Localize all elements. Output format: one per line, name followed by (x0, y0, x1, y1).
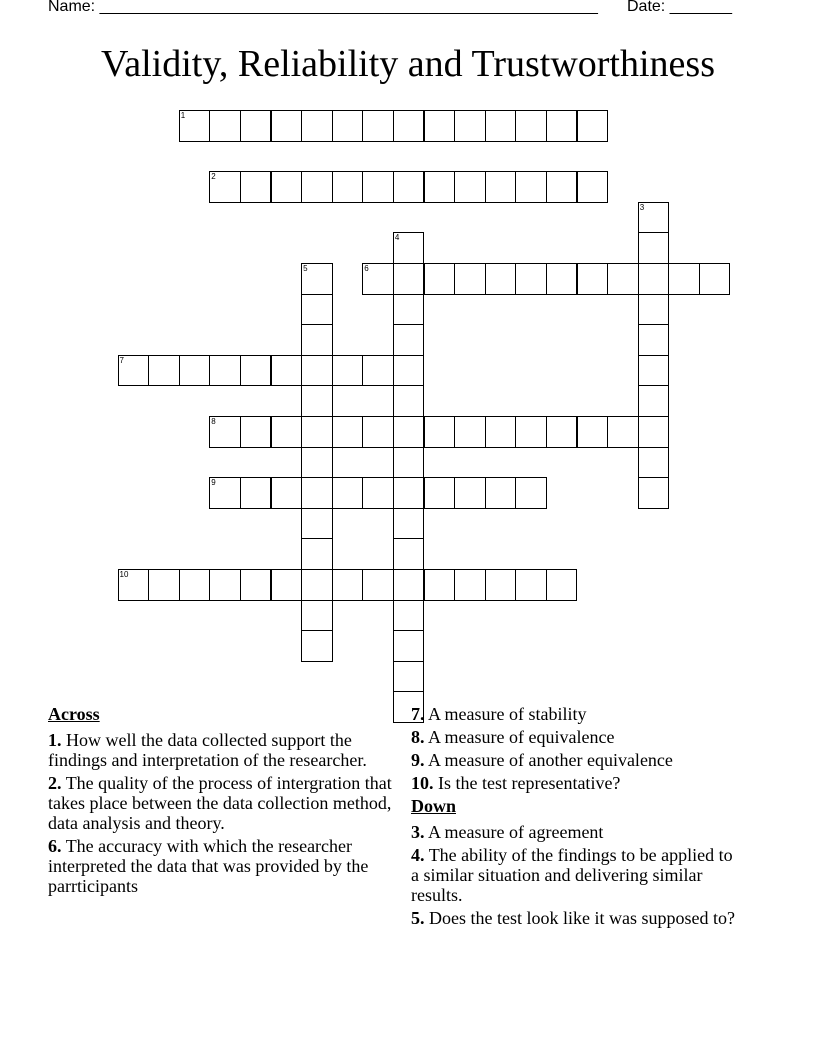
clue-text: The ability of the findings to be applied to a similar situation and delivering similar results. (411, 845, 733, 905)
grid-cell[interactable] (485, 263, 517, 295)
clue-number-label: 8 (211, 417, 216, 426)
clue-number-label: 9 (211, 478, 216, 488)
clue-number: 1. (48, 730, 62, 750)
grid-cell[interactable] (209, 171, 241, 203)
across-clue (48, 773, 400, 833)
grid-cell[interactable] (301, 385, 333, 417)
clue-number-label: 10 (119, 570, 129, 579)
grid-cell[interactable] (638, 263, 670, 295)
grid-cell[interactable] (454, 171, 486, 203)
grid-cell[interactable] (638, 202, 670, 234)
grid-cell[interactable] (546, 569, 578, 601)
grid-cell[interactable] (393, 110, 425, 142)
clue-number: 8. (411, 727, 425, 747)
grid-cell[interactable] (515, 263, 547, 295)
grid-cell[interactable] (515, 110, 547, 142)
grid-cell[interactable] (393, 477, 425, 509)
grid-cell[interactable] (515, 416, 547, 448)
across-clue (48, 730, 400, 770)
grid-cell[interactable] (240, 171, 272, 203)
grid-cell[interactable] (301, 477, 333, 509)
clue-text: Is the test representative? (438, 773, 621, 793)
grid-cell[interactable] (301, 538, 333, 570)
grid-cell[interactable] (271, 416, 303, 448)
clue-number: 9. (411, 750, 425, 770)
across-clue (411, 750, 741, 770)
down-clue (411, 845, 741, 905)
grid-cell[interactable] (332, 110, 364, 142)
grid-cell[interactable] (485, 416, 517, 448)
grid-cell[interactable] (301, 110, 333, 142)
across-clue (411, 704, 741, 724)
grid-cell[interactable] (301, 294, 333, 326)
clue-number: 4. (411, 845, 425, 865)
clue-number: 6. (48, 836, 62, 856)
grid-cell[interactable] (638, 232, 670, 264)
clue-number-label: 6 (364, 264, 369, 273)
grid-cell[interactable] (271, 171, 303, 203)
clue-text: A measure of agreement (428, 822, 604, 842)
grid-cell[interactable] (577, 110, 609, 142)
page-title: Validity, Reliability and Trustworthiness (101, 43, 715, 85)
grid-cell[interactable] (393, 263, 425, 295)
clue-number: 7. (411, 704, 425, 724)
across-heading: Across (48, 704, 100, 724)
down-clue (411, 822, 741, 842)
grid-cell[interactable] (332, 569, 364, 601)
grid-cell[interactable] (485, 110, 517, 142)
grid-cell[interactable] (301, 630, 333, 662)
grid-cell[interactable] (301, 508, 333, 540)
clue-number: 3. (411, 822, 425, 842)
grid-cell[interactable] (301, 447, 333, 479)
grid-cell[interactable] (393, 538, 425, 570)
grid-cell[interactable] (332, 171, 364, 203)
clue-text: A measure of stability (428, 704, 587, 724)
grid-cell[interactable] (393, 508, 425, 540)
grid-cell[interactable] (332, 416, 364, 448)
grid-cell[interactable] (424, 569, 456, 601)
grid-cell[interactable] (393, 385, 425, 417)
clue-number-label: 5 (303, 264, 308, 273)
grid-cell[interactable] (638, 294, 670, 326)
grid-cell[interactable] (271, 569, 303, 601)
grid-cell[interactable] (362, 110, 394, 142)
grid-cell[interactable] (332, 355, 364, 387)
grid-cell[interactable] (424, 110, 456, 142)
grid-cell[interactable] (546, 110, 578, 142)
grid-cell[interactable] (179, 569, 211, 601)
grid-cell[interactable] (393, 294, 425, 326)
grid-cell[interactable] (271, 110, 303, 142)
clue-number-label: 7 (119, 355, 124, 365)
grid-cell[interactable] (240, 355, 272, 387)
grid-cell[interactable] (638, 416, 670, 448)
grid-cell[interactable] (485, 477, 517, 509)
grid-cell[interactable] (393, 600, 425, 632)
clue-number-label: 1 (180, 111, 186, 120)
grid-cell[interactable] (240, 416, 272, 448)
grid-cell[interactable] (424, 263, 456, 295)
grid-cell[interactable] (668, 263, 700, 295)
grid-cell[interactable] (301, 263, 333, 295)
grid-cell[interactable] (301, 324, 333, 356)
grid-cell[interactable] (240, 569, 272, 601)
down-clue (411, 908, 741, 928)
grid-cell[interactable] (607, 416, 639, 448)
grid-cell[interactable] (118, 569, 150, 601)
grid-cell[interactable] (393, 416, 425, 448)
clue-number-label: 3 (639, 202, 645, 212)
grid-cell[interactable] (454, 416, 486, 448)
grid-cell[interactable] (546, 416, 578, 448)
grid-cell[interactable] (515, 477, 547, 509)
grid-cell[interactable] (699, 263, 731, 295)
grid-cell[interactable] (638, 447, 670, 479)
grid-cell[interactable] (209, 477, 241, 509)
clue-number-label: 4 (394, 233, 400, 243)
grid-cell[interactable] (362, 477, 394, 509)
down-heading: Down (411, 796, 457, 816)
grid-cell[interactable] (454, 263, 486, 295)
grid-cell[interactable] (209, 416, 241, 448)
clue-number: 5. (411, 908, 425, 928)
clue-text: Does the test look like it was supposed to? (429, 908, 735, 928)
grid-cell[interactable] (393, 630, 425, 662)
clue-text: The quality of the process of intergration that takes place between the data collection method, data analysis and theory. (48, 773, 392, 833)
grid-cell[interactable] (393, 324, 425, 356)
grid-cell[interactable] (209, 569, 241, 601)
grid-cell[interactable] (301, 569, 333, 601)
grid-cell[interactable] (577, 263, 609, 295)
grid-cell[interactable] (301, 171, 333, 203)
grid-cell[interactable] (515, 171, 547, 203)
grid-cell[interactable] (577, 416, 609, 448)
grid-cell[interactable] (362, 263, 394, 295)
grid-cell[interactable] (240, 110, 272, 142)
grid-cell[interactable] (638, 477, 670, 509)
grid-cell[interactable] (577, 171, 609, 203)
grid-cell[interactable] (515, 569, 547, 601)
grid-cell[interactable] (362, 355, 394, 387)
clue-number: 10. (411, 773, 434, 793)
grid-cell[interactable] (454, 110, 486, 142)
grid-cell[interactable] (393, 171, 425, 203)
grid-cell[interactable] (393, 447, 425, 479)
clue-text: The accuracy with which the researcher interpreted the data that was provided by the parrticipants (48, 836, 369, 896)
grid-cell[interactable] (301, 355, 333, 387)
grid-cell[interactable] (240, 477, 272, 509)
clue-text: How well the data collected support the findings and interpretation of the researcher. (48, 730, 367, 770)
grid-cell[interactable] (362, 416, 394, 448)
grid-cell[interactable] (485, 569, 517, 601)
name-field-line: Name: ________________________________________________________ (48, 0, 598, 15)
grid-cell[interactable] (393, 569, 425, 601)
grid-cell[interactable] (148, 569, 180, 601)
grid-cell[interactable] (393, 232, 425, 264)
grid-cell[interactable] (271, 355, 303, 387)
grid-cell[interactable] (546, 171, 578, 203)
grid-cell[interactable] (118, 355, 150, 387)
grid-cell[interactable] (424, 171, 456, 203)
grid-cell[interactable] (546, 263, 578, 295)
grid-cell[interactable] (179, 355, 211, 387)
across-clue (411, 773, 741, 793)
grid-cell[interactable] (362, 569, 394, 601)
grid-cell[interactable] (393, 661, 425, 693)
date-field-line: Date: _______ (627, 0, 732, 15)
grid-cell[interactable] (148, 355, 180, 387)
grid-cell[interactable] (424, 416, 456, 448)
clue-number: 2. (48, 773, 62, 793)
grid-cell[interactable] (638, 355, 670, 387)
clue-text: A measure of equivalence (428, 727, 615, 747)
clue-text: A measure of another equivalence (428, 750, 673, 770)
grid-cell[interactable] (179, 110, 211, 142)
grid-cell[interactable] (271, 477, 303, 509)
across-clue (48, 836, 400, 896)
clues-column-left (48, 704, 400, 899)
grid-cell[interactable] (332, 477, 364, 509)
across-clue (411, 727, 741, 747)
clue-number-label: 2 (211, 172, 216, 182)
grid-cell[interactable] (362, 171, 394, 203)
grid-cell[interactable] (638, 385, 670, 417)
grid-cell[interactable] (638, 324, 670, 356)
grid-cell[interactable] (209, 110, 241, 142)
grid-cell[interactable] (209, 355, 241, 387)
grid-cell[interactable] (393, 355, 425, 387)
grid-cell[interactable] (454, 477, 486, 509)
clues-column-right (411, 704, 741, 931)
grid-cell[interactable] (301, 416, 333, 448)
grid-cell[interactable] (607, 263, 639, 295)
grid-cell[interactable] (454, 569, 486, 601)
grid-cell[interactable] (485, 171, 517, 203)
grid-cell[interactable] (424, 477, 456, 509)
grid-cell[interactable] (301, 600, 333, 632)
